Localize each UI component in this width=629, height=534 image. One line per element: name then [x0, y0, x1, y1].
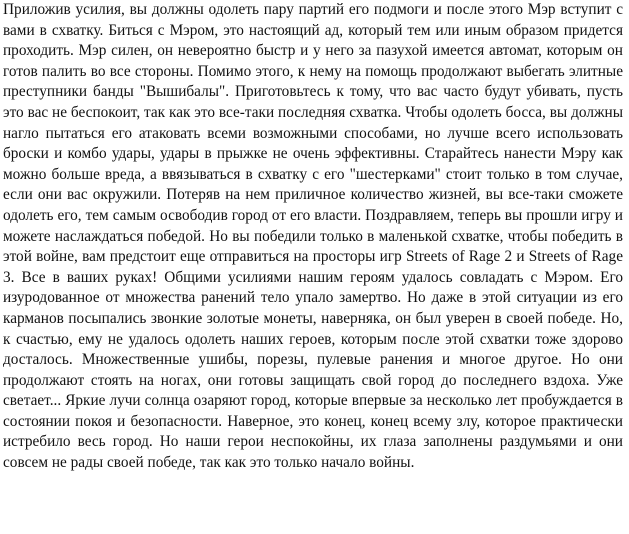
article-paragraph: Приложив усилия, вы должны одолеть пару партий его подмоги и после этого Мэр вступит с вами в схватку. Биться с Мэром, это настоящий ад, который тем или иным образом придется проходить. Мэр силен, он невероятно быстр и у него за пазухой имеется автомат, которым он готов палить во все стороны. Помимо этого, к нему на помощь продолжают выбегать элитные преступники банды "Вышибалы". Приготовьтесь к тому, что вас часто будут убивать, пусть это вас не беспокоит, так как это все-таки последняя схватка. Чтобы одолеть босса, вы должны нагло пытаться его атаковать всеми возможными способами, но лучше всего использовать броски и комбо удары, удары в прыжке не очень эффективны. Старайтесь нанести Мэру как можно больше вреда, а ввязываться в схватку с его "шестерками" стоит только в том случае, если они вас окружили. Потеряв на нем приличное количество жизней, вы все-таки сможете одолеть его, тем самым освободив город от его власти. Поздравляем, теперь вы прошли игру и можете наслаждаться победой. Но вы победили только в маленькой схватке, чтобы победить в этой войне, вам предстоит еще отправиться на просторы игр Streets of Rage 2 и Streets of Rage 3. Все в ваших руках! Общими усилиями нашим героям удалось совладать с Мэром. Его изуродованное от множества ранений тело упало замертво. Но даже в этой ситуации из его карманов посыпались звонкие золотые монеты, наверняка, он был уверен в своей победе. Но, к счастью, ему не удалось одолеть наших героев, которым после этой схватки тоже здорово досталось. Множественные ушибы, порезы, пулевые ранения и многое другое. Но они продолжают стоять на ногах, они готовы защищать свой город до последнего вздоха. Уже светает... Яркие лучи солнца озаряют город, которые впервые за несколько лет пробуждается в состоянии покоя и безопасности. Наверное, это конец, конец всему злу, которое практически истребило весь город. Но наши герои неспокойны, их глаза заполнены раздумьями и они совсем не рады своей победе, так как это только начало войны. [3, 1, 623, 472]
